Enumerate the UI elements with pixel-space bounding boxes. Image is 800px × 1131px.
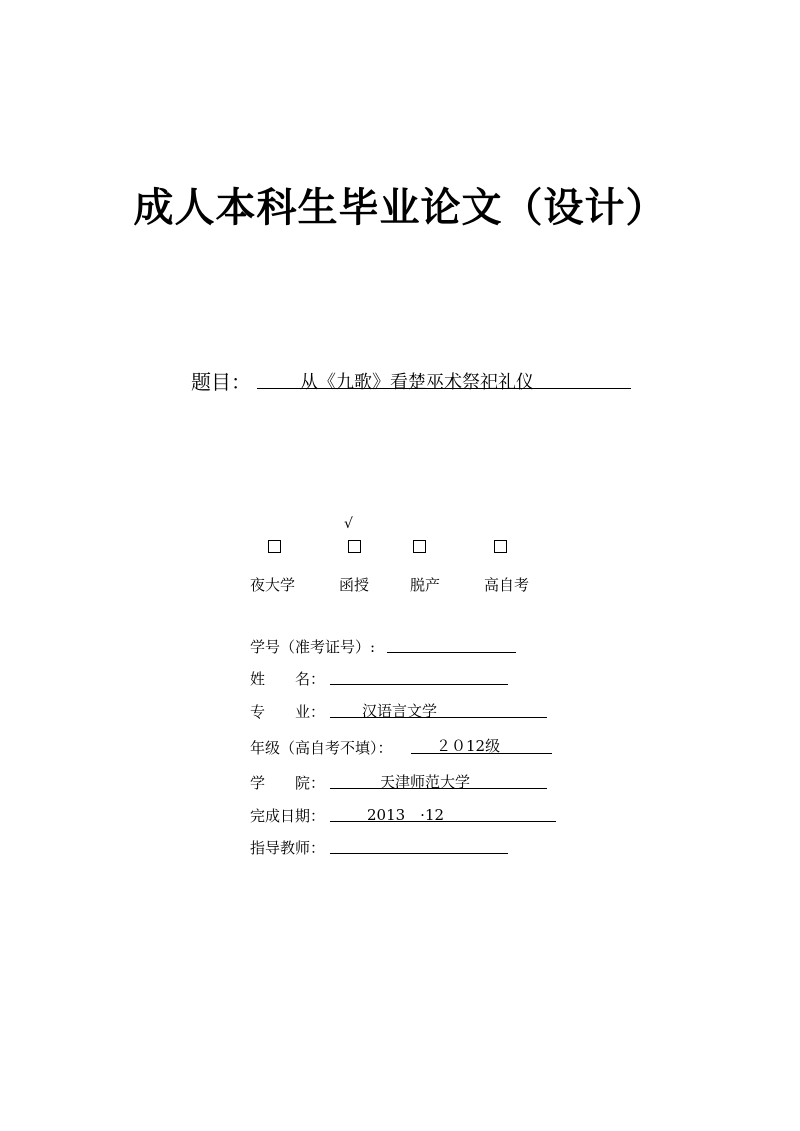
option-label-self-study-exam: 高自考 [484, 576, 530, 594]
name-field[interactable] [330, 666, 508, 685]
college-value: 天津师范大学 [380, 773, 471, 791]
topic-label: 题目： [191, 370, 251, 394]
option-label-night-school: 夜大学 [250, 576, 296, 594]
college-label: 学 院： [250, 774, 326, 792]
advisor-field[interactable] [330, 835, 508, 854]
advisor-label: 指导教师： [250, 839, 326, 857]
topic-value: 从《九歌》看楚巫术祭祀礼仪 [300, 372, 534, 393]
major-label: 专 业： [250, 703, 326, 721]
option-label-correspondence: 函授 [339, 576, 370, 594]
completion-date-value: 2013 ·12 [367, 806, 445, 824]
grade-label: 年级（高自考不填）： [250, 739, 393, 757]
page-title: 成人本科生毕业论文（设计） [133, 185, 667, 231]
grade-value: ２０12级 [436, 737, 501, 755]
checkbox-correspondence[interactable] [348, 540, 361, 553]
completion-date-label: 完成日期： [250, 807, 326, 825]
checkbox-night-school[interactable] [268, 540, 281, 553]
study-mode-checkmark: √ [344, 516, 353, 532]
major-value: 汉语言文学 [362, 702, 438, 720]
name-label: 姓 名： [250, 670, 326, 688]
student-id-field[interactable] [387, 634, 516, 653]
checkbox-full-time[interactable] [413, 540, 426, 553]
student-id-label: 学号（准考证号）: [250, 638, 376, 656]
option-label-full-time: 脱产 [410, 576, 441, 594]
checkbox-self-study-exam[interactable] [494, 540, 507, 553]
